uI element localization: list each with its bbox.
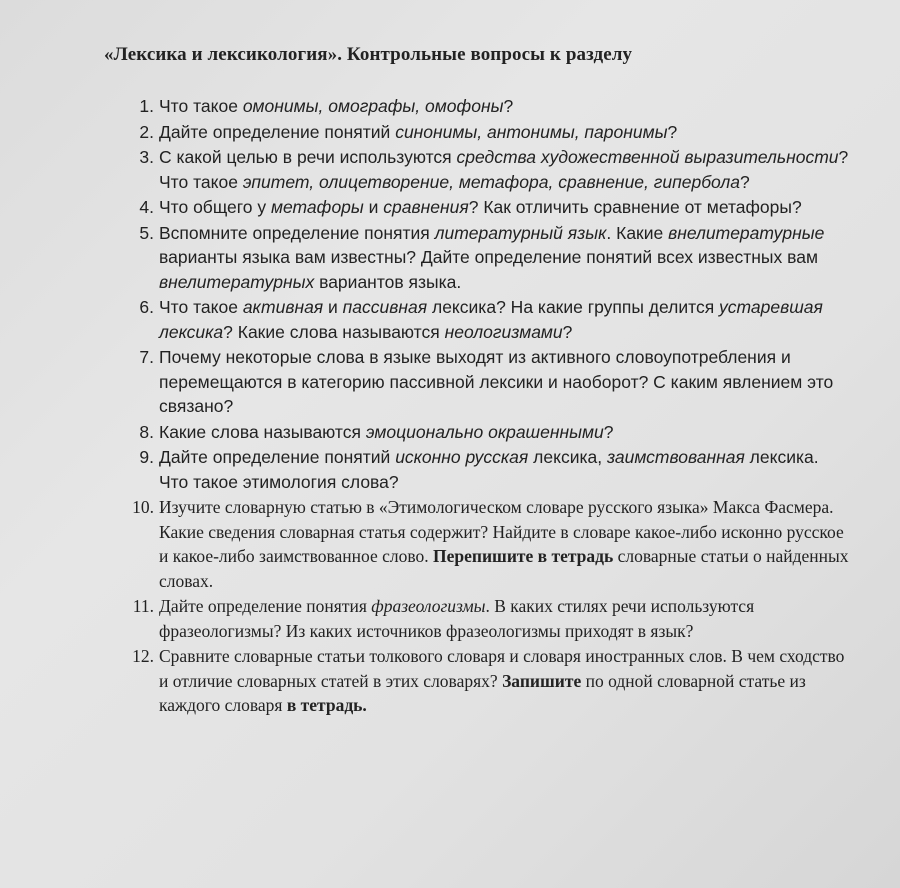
question-text: Дайте определение понятия — [159, 596, 372, 616]
question-number: 1. — [139, 96, 154, 116]
question-text: по одной словарной статье из каждого словаря — [159, 670, 806, 715]
question-text: . В каких стилях речи используются фразеологизмы? Из каких источников фразеологизмы приходят в язык? — [159, 596, 755, 641]
question-number: 5. — [139, 222, 154, 243]
question-number: 12. — [132, 646, 154, 666]
term-italic: пассивная — [342, 297, 428, 317]
question-item — [104, 120, 850, 145]
term-italic: внелитературные — [668, 222, 825, 243]
term-italic: омонимы, омографы, омофоны — [242, 96, 504, 116]
question-text: лексика. Что такое этимология слова? — [159, 447, 819, 492]
question-text: Сравните словарные статьи толкового словаря и словаря иностранных слов. В чем сходство и отличие словарных статей в этих словарях? — [159, 646, 845, 691]
question-text: . Какие — [606, 222, 669, 243]
term-italic: метафоры — [270, 197, 364, 217]
question-list — [104, 94, 850, 718]
question-item — [104, 594, 850, 643]
question-text: вариантов языка. — [314, 271, 462, 292]
question-item — [104, 495, 850, 593]
question-number: 3. — [139, 147, 154, 167]
question-text: Изучите словарную статью в «Этимологическом словаре русского языка» Макса Фасмера. Какие сведения словарная статья содержит? Найдите в словаре какое-либо исконно русское и какое-либо заимствованное слово. — [159, 497, 844, 566]
question-text: и — [363, 197, 384, 217]
question-item — [104, 221, 850, 295]
question-text: Почему некоторые слова в языке выходят из активного словоупотребления и перемещаются в категорию пассивной лексики и наоборот? С каким явлением это связано? — [159, 347, 834, 416]
question-text: ? Что такое — [159, 147, 849, 192]
term-italic: эмоционально окрашенными — [365, 421, 604, 442]
question-number: 4. — [139, 197, 154, 217]
question-text: лексика, — [528, 447, 607, 467]
term-italic: средства художественной выразительности — [456, 147, 839, 167]
question-number: 2. — [139, 121, 154, 142]
question-text: Дайте определение понятий — [159, 121, 396, 142]
question-text: ? — [603, 421, 614, 442]
term-italic: исконно русская — [395, 447, 529, 467]
term-italic: активная — [242, 297, 324, 317]
question-text: ? Какие слова называются — [223, 321, 445, 342]
question-text: ? — [740, 171, 750, 192]
question-text: ? — [667, 121, 678, 142]
question-text: Дайте определение понятий — [159, 447, 396, 467]
question-item — [104, 445, 850, 494]
emphasis-bold: Перепишите в тетрадь — [433, 546, 614, 566]
term-italic: устаревшая лексика — [159, 297, 823, 342]
question-text: ? — [503, 96, 514, 116]
term-italic: сравнения — [383, 197, 469, 217]
emphasis-bold: в тетрадь. — [286, 695, 367, 715]
question-item — [104, 195, 850, 220]
question-number: 8. — [139, 421, 154, 442]
term-italic: литературный язык — [434, 222, 607, 243]
question-text: лексика? На какие группы делится — [427, 297, 720, 317]
term-italic: внелитературных — [159, 271, 315, 292]
question-item — [104, 345, 850, 419]
question-text: Какие слова называются — [159, 421, 366, 442]
question-text: словарные статьи о найденных словах. — [159, 546, 849, 591]
question-number: 11. — [132, 596, 154, 616]
question-text: и — [323, 297, 343, 317]
question-text: Что такое — [159, 96, 243, 116]
term-italic: эпитет, олицетворение, метафора, сравнение, гипербола — [242, 171, 741, 192]
emphasis-bold: Запишите — [502, 670, 582, 691]
question-text: Вспомните определение понятия — [159, 222, 435, 243]
question-number: 9. — [139, 447, 154, 467]
question-item — [104, 644, 850, 718]
question-text: Что общего у — [159, 197, 271, 217]
question-item — [104, 420, 850, 445]
question-text: ? Как отличить сравнение от метафоры? — [468, 197, 802, 217]
term-italic: фразеологизмы — [371, 596, 486, 616]
question-item — [104, 295, 850, 344]
question-number: 10. — [132, 497, 154, 517]
question-text: Что такое — [159, 297, 243, 317]
term-italic: синонимы, антонимы, паронимы — [395, 121, 668, 142]
question-number: 7. — [139, 347, 154, 367]
document-title: «Лексика и лексикология». Контрольные вопросы к разделу — [104, 44, 633, 65]
question-item — [104, 94, 850, 119]
question-text: ? — [562, 321, 573, 342]
question-item — [104, 145, 850, 194]
term-italic: заимствованная — [606, 447, 745, 467]
term-italic: неологизмами — [444, 321, 563, 342]
question-number: 6. — [139, 297, 154, 317]
question-text: С какой целью в речи используются — [159, 147, 457, 167]
question-text: варианты языка вам известны? Дайте определение понятий всех известных вам — [159, 247, 818, 267]
